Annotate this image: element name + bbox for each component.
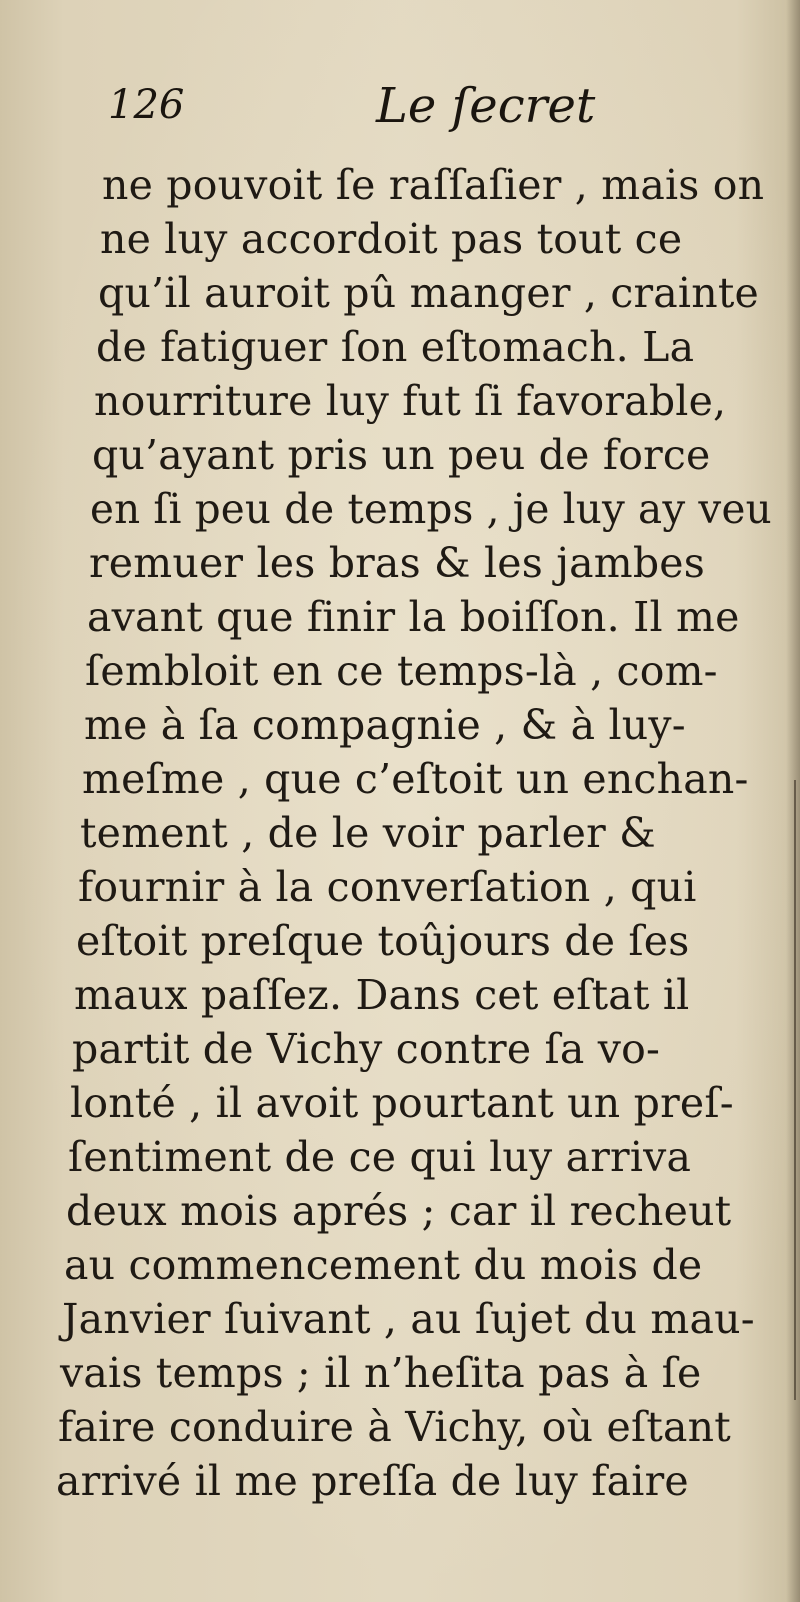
page-number: 126 xyxy=(108,82,185,128)
text-line: Janvier ſuivant , au ſujet du mau- xyxy=(62,1295,755,1343)
text-line: ſentiment de ce qui luy arriva xyxy=(68,1133,692,1181)
text-line: ne pouvoit ſe raſſaſier , mais on xyxy=(102,161,765,209)
text-line: maux paſſez. Dans cet eſtat il xyxy=(74,971,690,1019)
text-line: me à ſa compagnie , & à luy- xyxy=(84,701,686,749)
text-line: ſembloit en ce temps-là , com- xyxy=(85,647,718,695)
text-line: fournir à la converſation , qui xyxy=(78,863,697,911)
text-line: remuer les bras & les jambes xyxy=(89,539,706,587)
text-line: eſtoit preſque toûjours de ſes xyxy=(76,917,690,965)
text-line: tement , de le voir parler & xyxy=(80,809,656,857)
text-line: lonté , il avoit pourtant un preſ- xyxy=(70,1079,734,1127)
text-line: avant que finir la boiſſon. Il me xyxy=(87,593,740,641)
text-line: arrivé il me preſſa de luy faire xyxy=(56,1457,689,1505)
page-header xyxy=(108,78,628,138)
text-line: en ſi peu de temps , je luy ay veu xyxy=(90,485,772,533)
text-line: qu’ayant pris un peu de force xyxy=(92,431,711,479)
text-line: nourriture luy fut ſi favorable, xyxy=(94,377,727,425)
text-line: au commencement du mois de xyxy=(64,1241,703,1289)
text-line: vais temps ; il n’heſita pas à ſe xyxy=(60,1349,702,1397)
text-line: ne luy accordoit pas tout ce xyxy=(100,215,683,263)
text-line: de fatiguer ſon eſtomach. La xyxy=(96,323,695,371)
text-line: qu’il auroit pû manger , crainte xyxy=(98,269,759,317)
running-title: Le ſecret xyxy=(376,78,596,134)
text-line: partit de Vichy contre ſa vo- xyxy=(72,1025,661,1073)
page-edge-shadow xyxy=(794,780,796,1400)
text-line: meſme , que c’eſtoit un enchan- xyxy=(82,755,749,803)
text-line: faire conduire à Vichy, où eſtant xyxy=(58,1403,731,1451)
text-line: deux mois aprés ; car il recheut xyxy=(66,1187,732,1235)
